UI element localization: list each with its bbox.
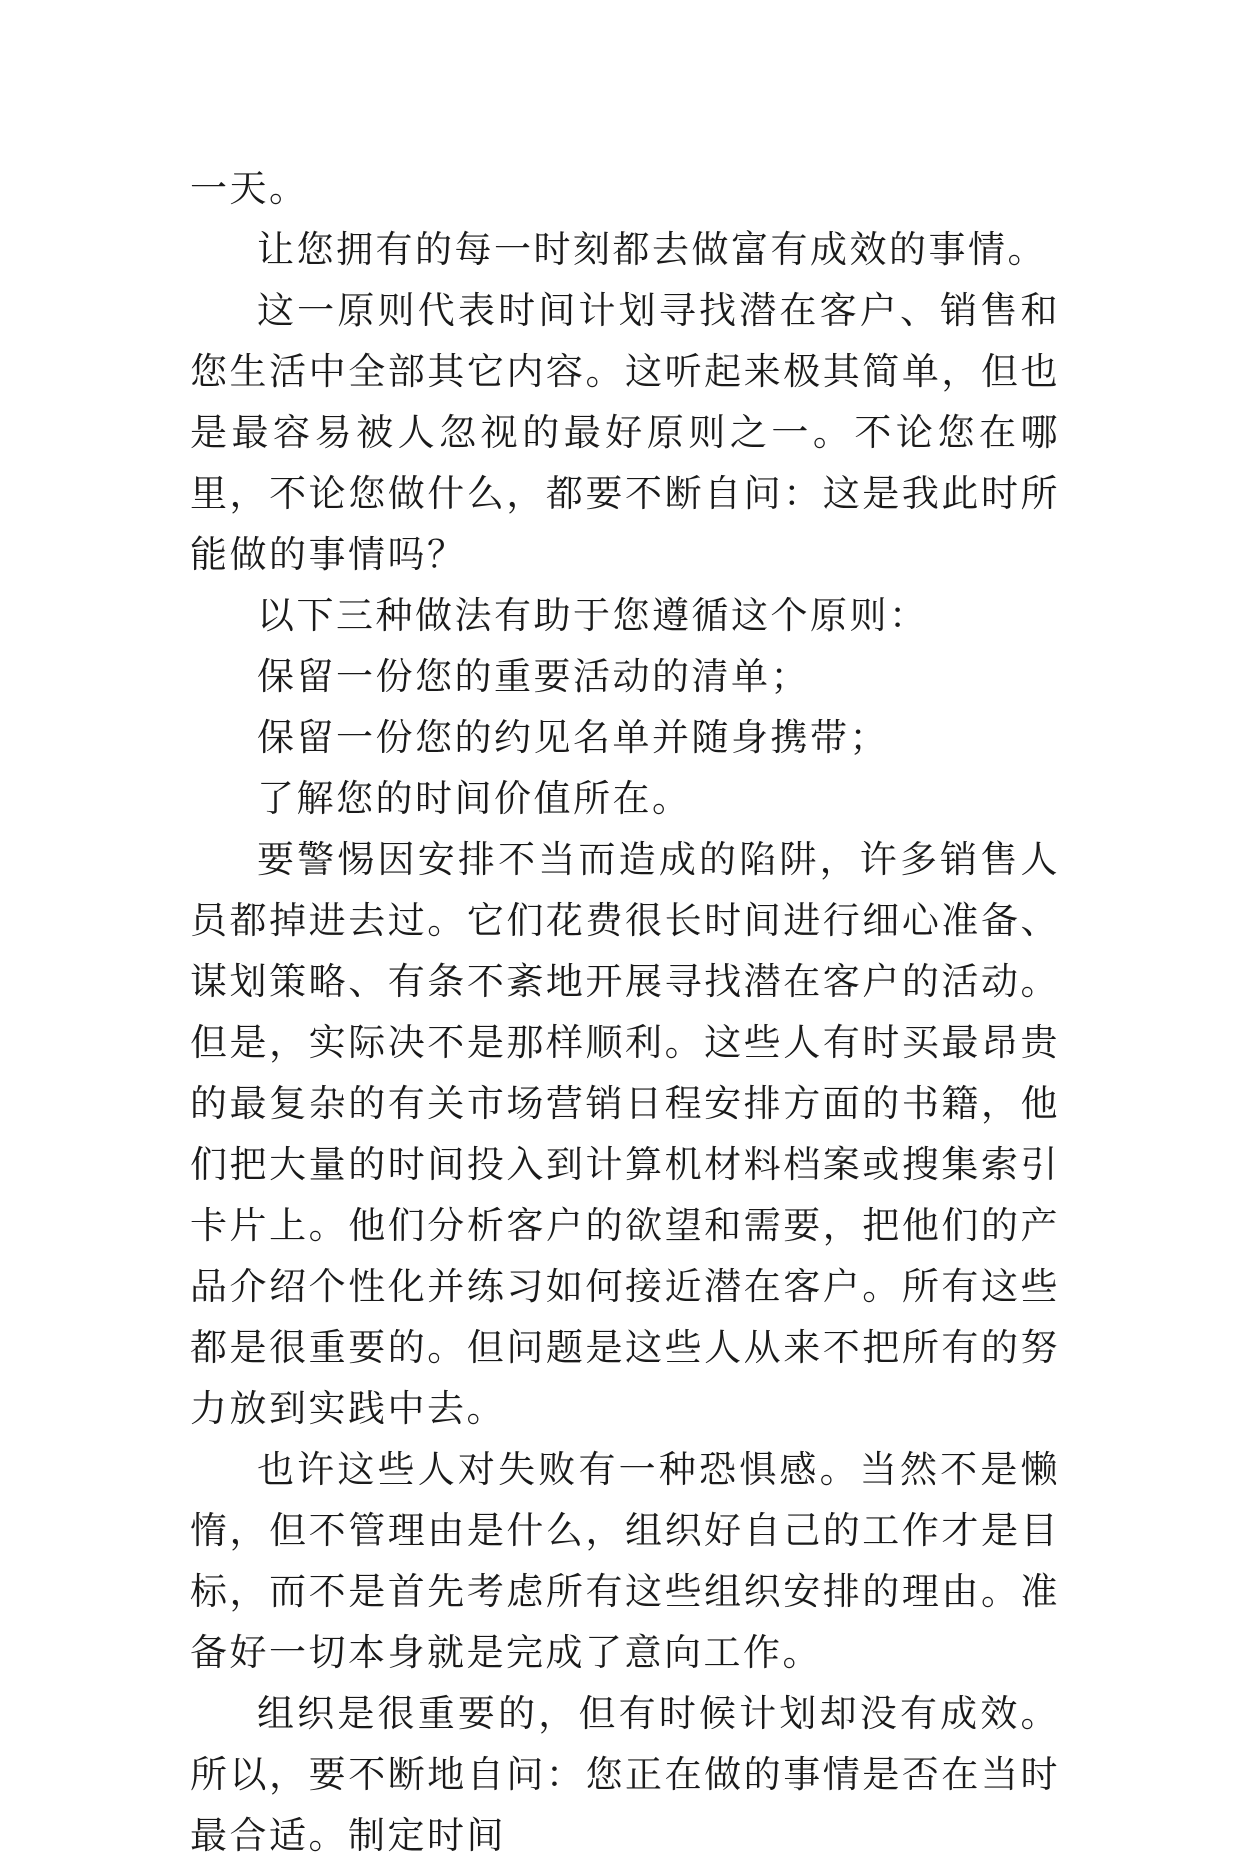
paragraph-4: 以下三种做法有助于您遵循这个原则： — [257, 594, 929, 637]
paragraph-8: 要警惕因安排不当而造成的陷阱，许多销售人员都掉进去过。它们花费很长时间进行细心准备、谋划策略、有条不紊地开展寻找潜在客户的活动。但是，实际决不是那样顺利。这些人有时买最昂贵的最复杂的有关市场营销日程安排方面的书籍，他们把大量的时间投入到计算机材料档案或搜集索引卡片上。他们分析客户的欲望和需要，把他们的产品介绍个性化并练习如何接近潜在客户。所有这些都是很重要的。但问题是这些人从来不把所有的努力放到实践中去。 — [190, 838, 1060, 1430]
paragraph-3: 这一原则代表时间计划寻找潜在客户、销售和您生活中全部其它内容。这听起来极其简单，但也是最容易被人忽视的最好原则之一。不论您在哪里，不论您做什么，都要不断自问：这是我此时所能做的事情吗？ — [190, 289, 1060, 576]
paragraph-6: 保留一份您的约见名单并随身携带； — [257, 716, 889, 759]
paragraph-5: 保留一份您的重要活动的清单； — [257, 655, 810, 698]
paragraph-7: 了解您的时间价值所在。 — [257, 777, 692, 820]
paragraph-2: 让您拥有的每一时刻都去做富有成效的事情。 — [257, 228, 1047, 271]
body-text — [190, 158, 1060, 1866]
paragraph-9: 也许这些人对失败有一种恐惧感。当然不是懒惰，但不管理由是什么，组织好自己的工作才是目标，而不是首先考虑所有这些组织安排的理由。准备好一切本身就是完成了意向工作。 — [190, 1448, 1060, 1674]
paragraph-1: 一天。 — [190, 167, 309, 210]
paragraph-10: 组织是很重要的，但有时候计划却没有成效。所以，要不断地自问：您正在做的事情是否在当时最合适。制定时间 — [190, 1692, 1060, 1857]
